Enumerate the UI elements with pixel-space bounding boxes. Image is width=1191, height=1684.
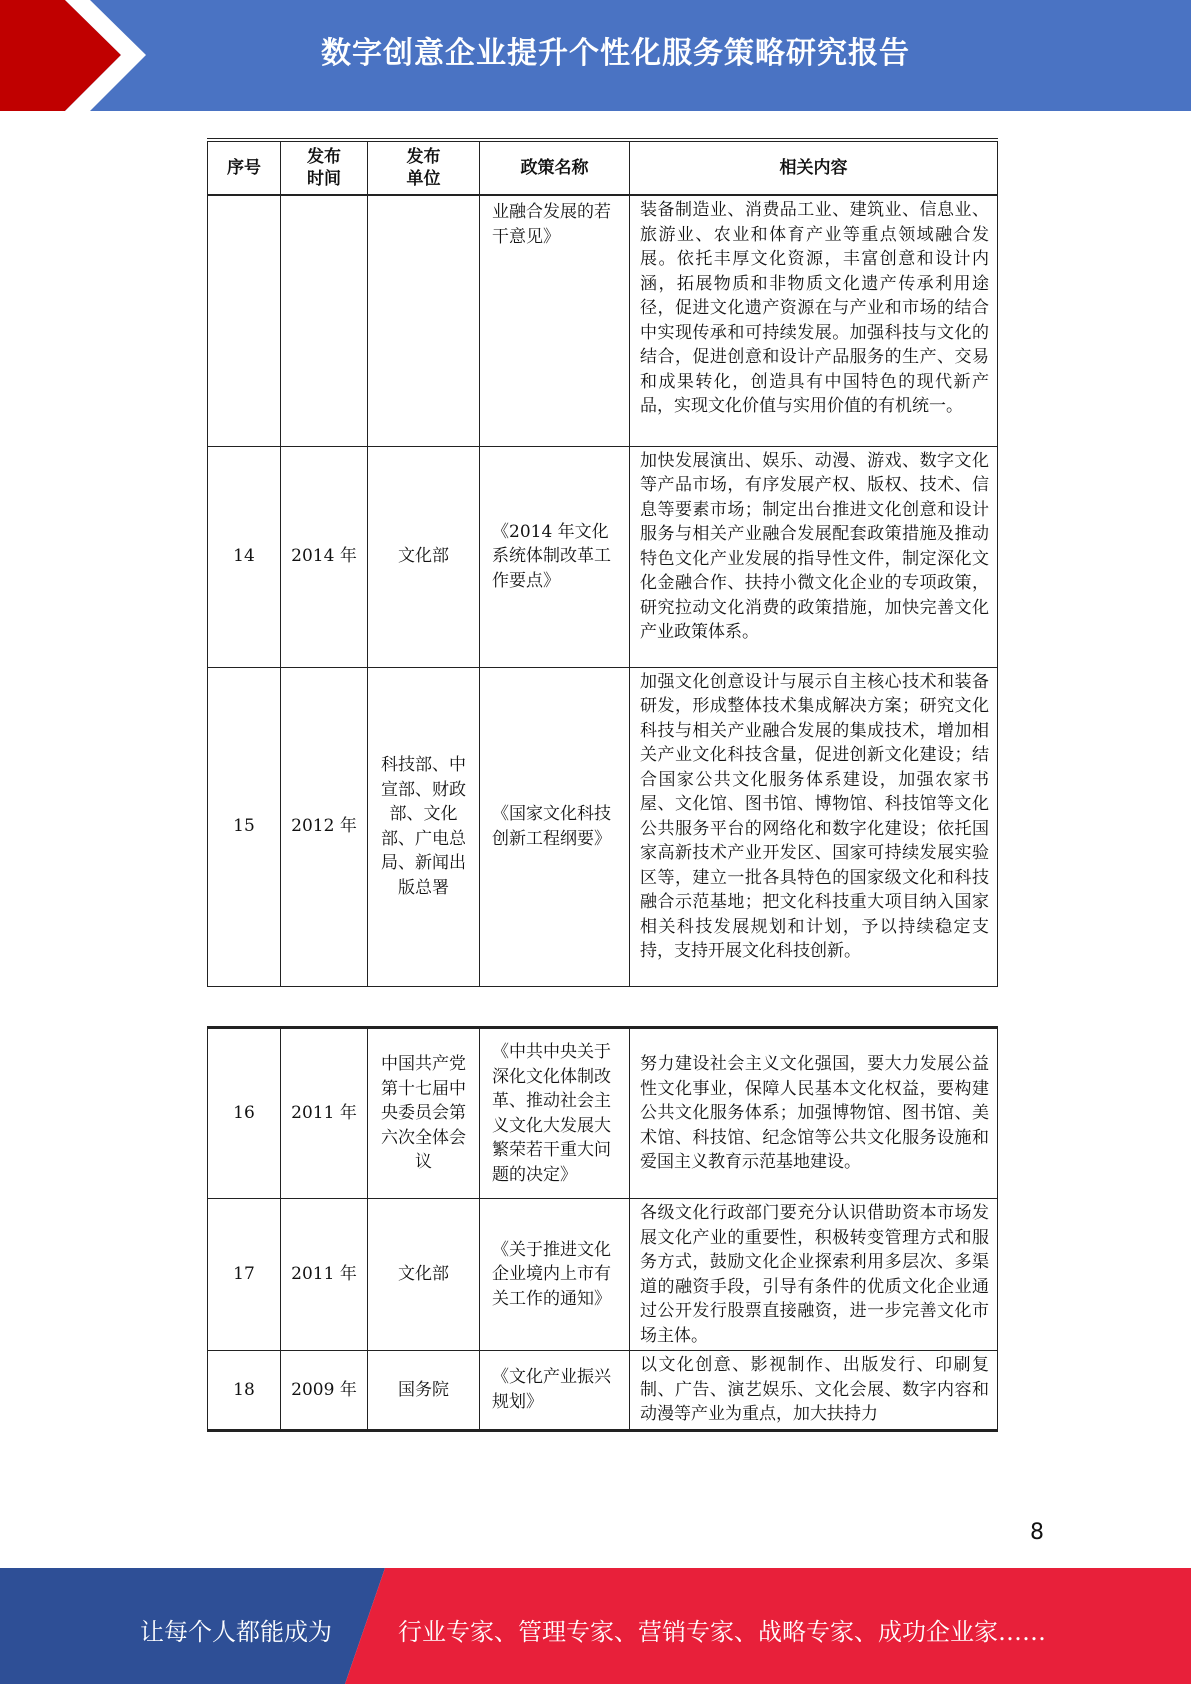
- row-content: 以文化创意、影视制作、出版发行、印刷复制、广告、演艺娱乐、文化会展、数字内容和动漫等产业为重点，加大扶持力: [630, 1351, 998, 1431]
- page-header: [0, 0, 1191, 111]
- header-unit: 发布 单位: [368, 140, 480, 195]
- footer-slogan-right: 行业专家、管理专家、营销专家、战略专家、成功企业家……: [398, 1618, 1046, 1646]
- row-content: 各级文化行政部门要充分认识借助资本市场发展文化产业的重要性，积极转变管理方式和服务方式，鼓励文化企业探索利用多层次、多渠道的融资手段，引导有条件的优质文化企业通过公开发行股票直接融资，进一步完善文化市场主体。: [630, 1199, 998, 1351]
- header-content: 相关内容: [630, 140, 998, 195]
- footer-slogan-left: 让每个人都能成为: [140, 1618, 332, 1646]
- row-content: 装备制造业、消费品工业、建筑业、信息业、旅游业、农业和体育产业等重点领域融合发展。依托丰厚文化资源，丰富创意和设计内涵，拓展物质和非物质文化遗产传承利用途径，促进文化遗产资源在与产业和市场的结合中实现传承和可持续发展。加强科技与文化的结合，促进创意和设计产品服务的生产、交易和成果转化，创造具有中国特色的现代新产品，实现文化价值与实用价值的有机统一。: [630, 195, 998, 446]
- row-unit: 文化部: [368, 446, 480, 667]
- table-row: [208, 667, 998, 986]
- row-no: 18: [208, 1351, 281, 1431]
- row-unit: 科技部、中宣部、财政部、文化部、广电总局、新闻出版总署: [368, 667, 480, 986]
- table-row: [208, 1199, 998, 1351]
- page-footer: [0, 1568, 1191, 1684]
- row-unit: 文化部: [368, 1199, 480, 1351]
- row-time: 2011 年: [281, 1028, 368, 1199]
- page-number: 8: [1030, 1520, 1044, 1545]
- row-content: 加强文化创意设计与展示自主核心技术和装备研发，形成整体技术集成解决方案；研究文化科技与相关产业融合发展的集成技术，增加相关产业文化科技含量，促进创新文化建设；结合国家公共文化服务体系建设，加强农家书屋、文化馆、图书馆、博物馆、科技馆等文化公共服务平台的网络化和数字化建设；依托国家高新技术产业开发区、国家可持续发展实验区等，建立一批各具特色的国家级文化和科技融合示范基地；把文化科技重大项目纳入国家相关科技发展规划和计划，予以持续稳定支持，支持开展文化科技创新。: [630, 667, 998, 986]
- row-no: [208, 195, 281, 446]
- header-no: 序号: [208, 140, 281, 195]
- row-policy-name: 业融合发展的若干意见》: [480, 195, 630, 446]
- row-no: 17: [208, 1199, 281, 1351]
- header-policy-name: 政策名称: [480, 140, 630, 195]
- page-title: 数字创意企业提升个性化服务策略研究报告: [321, 36, 910, 71]
- row-time: [281, 195, 368, 446]
- table-row: [208, 1028, 998, 1199]
- policy-table-part2: [207, 1026, 998, 1432]
- row-policy-name: 《2014 年文化系统体制改革工作要点》: [480, 446, 630, 667]
- row-time: 2014 年: [281, 446, 368, 667]
- row-policy-name: 《文化产业振兴规划》: [480, 1351, 630, 1431]
- table-row: [208, 195, 998, 446]
- row-policy-name: 《国家文化科技创新工程纲要》: [480, 667, 630, 986]
- row-content: 努力建设社会主义文化强国，要大力发展公益性文化事业，保障人民基本文化权益，要构建公共文化服务体系；加强博物馆、图书馆、美术馆、科技馆、纪念馆等公共文化服务设施和爱国主义教育示范基地建设。: [630, 1028, 998, 1199]
- policy-table-part1: [207, 138, 998, 987]
- row-policy-name: 《关于推进文化企业境内上市有关工作的通知》: [480, 1199, 630, 1351]
- row-policy-name: 《中共中央关于深化文化体制改革、推动社会主义文化大发展大繁荣若干重大问题的决定》: [480, 1028, 630, 1199]
- row-unit: [368, 195, 480, 446]
- row-time: 2011 年: [281, 1199, 368, 1351]
- row-unit: 中国共产党第十七届中央委员会第六次全体会议: [368, 1028, 480, 1199]
- row-time: 2012 年: [281, 667, 368, 986]
- row-no: 16: [208, 1028, 281, 1199]
- row-time: 2009 年: [281, 1351, 368, 1431]
- row-content: 加快发展演出、娱乐、动漫、游戏、数字文化等产品市场，有序发展产权、版权、技术、信息等要素市场；制定出台推进文化创意和设计服务与相关产业融合发展配套政策措施及推动特色文化产业发展的指导性文件，制定深化文化金融合作、扶持小微文化企业的专项政策，研究拉动文化消费的政策措施，加快完善文化产业政策体系。: [630, 446, 998, 667]
- row-no: 14: [208, 446, 281, 667]
- header-time: 发布 时间: [281, 140, 368, 195]
- table-row: [208, 1351, 998, 1431]
- row-no: 15: [208, 667, 281, 986]
- row-unit: 国务院: [368, 1351, 480, 1431]
- table-row: [208, 446, 998, 667]
